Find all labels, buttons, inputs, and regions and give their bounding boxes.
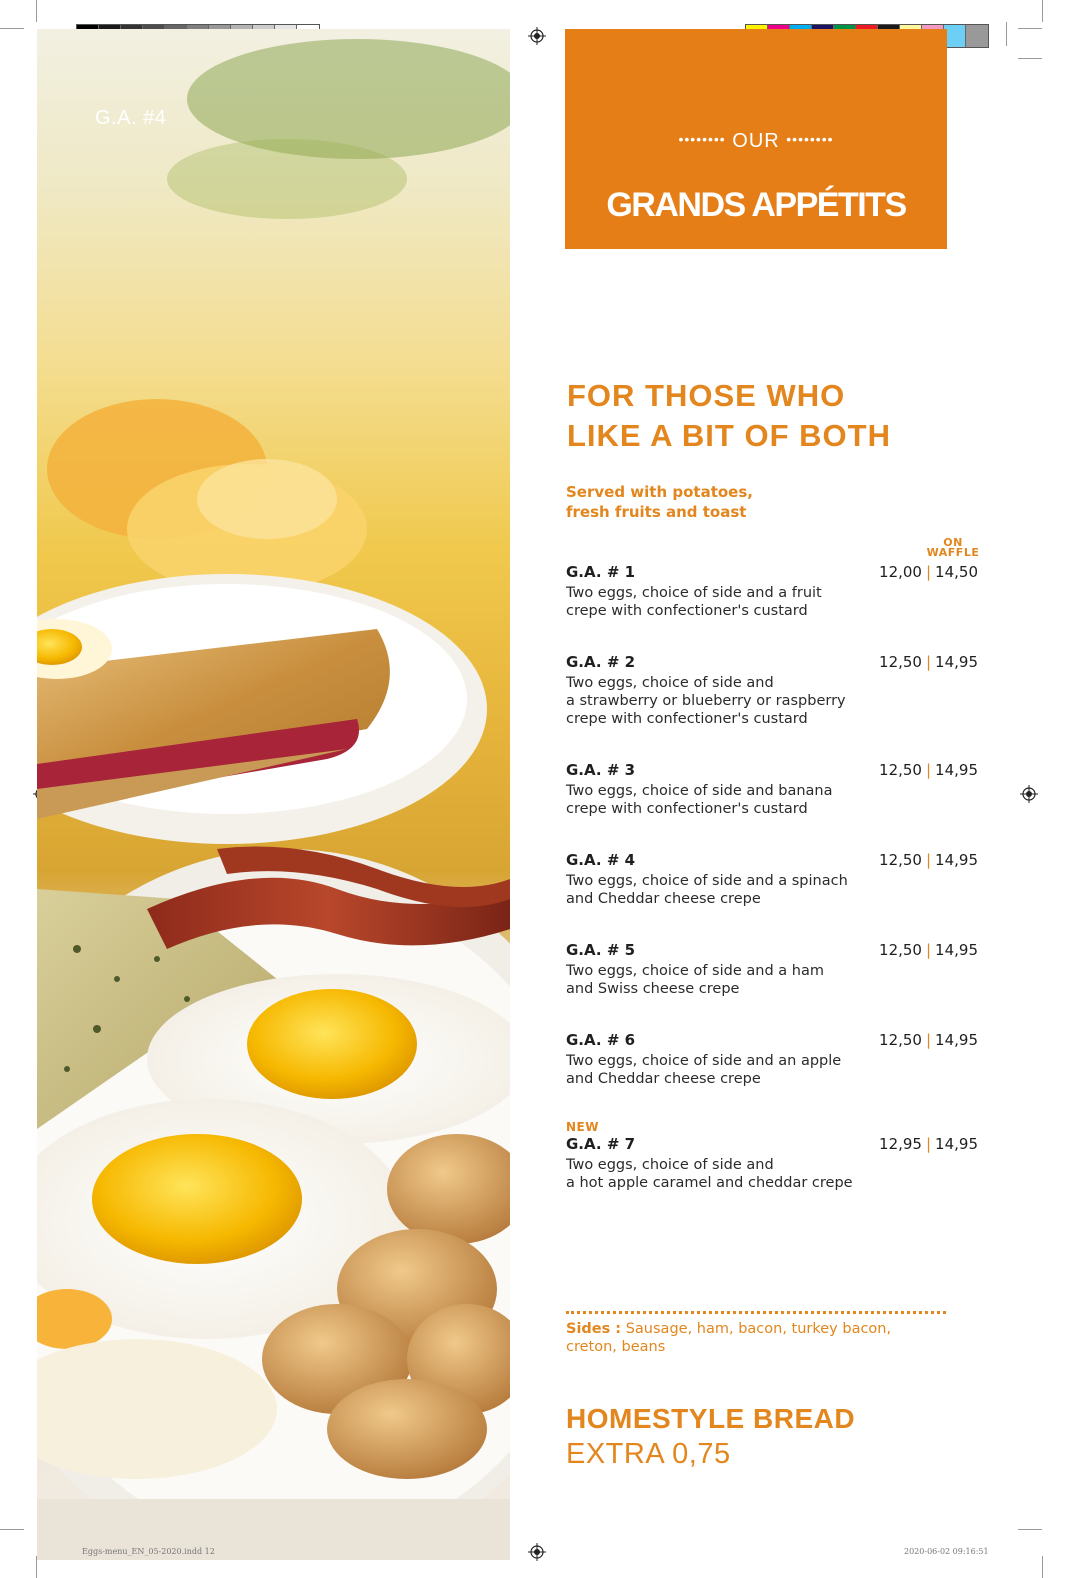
dotted-ornament-left: •••••••• — [678, 131, 726, 147]
photo-caption: G.A. #4 — [95, 107, 167, 129]
item-price — [879, 940, 978, 960]
menu-item — [566, 1030, 978, 1088]
item-description-line: crepe with confectioner's custard — [566, 801, 808, 817]
homestyle-bread-title: HOMESTYLE BREAD — [566, 1403, 856, 1434]
item-price-waffle: 14,50 — [935, 563, 978, 581]
file-slug: Eggs-menu_EN_05-2020.indd 12 — [82, 1547, 215, 1556]
item-price-regular: 12,50 — [879, 941, 922, 959]
dotted-divider — [566, 1311, 946, 1314]
price-separator: | — [925, 1135, 932, 1153]
crop-mark — [1006, 22, 1007, 46]
served-with-note — [566, 482, 866, 522]
color-swatch — [944, 25, 966, 47]
breakfast-photo — [37, 29, 510, 1560]
price-separator: | — [925, 851, 932, 869]
item-description — [566, 962, 978, 998]
item-price-waffle: 14,95 — [935, 1135, 978, 1153]
item-price-waffle: 14,95 — [935, 851, 978, 869]
item-description-line: Two eggs, choice of side and — [566, 1157, 774, 1173]
item-description-line: Two eggs, choice of side and a ham — [566, 963, 824, 979]
item-description-line: a strawberry or blueberry or raspberry — [566, 693, 846, 709]
item-name: G.A. # 5 — [566, 941, 636, 959]
item-description-line: Two eggs, choice of side and a spinach — [566, 873, 848, 889]
registration-mark-icon — [1020, 785, 1038, 803]
item-description — [566, 1156, 978, 1192]
waffle-header-line: WAFFLE — [926, 546, 980, 559]
item-price — [879, 760, 978, 780]
banner-our-text: OUR — [732, 130, 780, 152]
breakfast-illustration — [37, 29, 510, 1560]
item-price-regular: 12,95 — [879, 1135, 922, 1153]
crop-mark — [0, 28, 24, 29]
price-separator: | — [925, 761, 932, 779]
item-description-line: and Cheddar cheese crepe — [566, 1071, 761, 1087]
banner-title: GRANDS APPÉTITS — [606, 186, 906, 224]
sides-line: Sausage, ham, bacon, turkey bacon, — [625, 1321, 892, 1337]
menu-item — [566, 562, 978, 620]
served-with-line: fresh fruits and toast — [566, 503, 747, 521]
color-swatch — [966, 25, 988, 47]
crop-mark — [1018, 58, 1042, 59]
homestyle-bread-price: EXTRA 0,75 — [566, 1438, 731, 1470]
menu-item — [566, 652, 978, 728]
price-separator: | — [925, 653, 932, 671]
item-description — [566, 584, 978, 620]
served-with-line: Served with potatoes, — [566, 483, 753, 501]
section-heading-line: FOR THOSE WHO — [567, 378, 846, 413]
menu-item — [566, 1120, 978, 1192]
section-heading-line: LIKE A BIT OF BOTH — [567, 418, 891, 453]
price-separator: | — [925, 941, 932, 959]
item-price-waffle: 14,95 — [935, 941, 978, 959]
item-price — [879, 850, 978, 870]
item-description — [566, 872, 978, 908]
item-description-line: Two eggs, choice of side and a fruit — [566, 585, 822, 601]
item-price — [879, 652, 978, 672]
menu-item — [566, 850, 978, 908]
banner-subtitle — [565, 130, 947, 153]
item-description-line: and Swiss cheese crepe — [566, 981, 740, 997]
item-price — [879, 562, 978, 582]
item-price-regular: 12,50 — [879, 653, 922, 671]
item-name: G.A. # 1 — [566, 563, 636, 581]
item-price — [879, 1134, 978, 1154]
item-price-waffle: 14,95 — [935, 761, 978, 779]
price-separator: | — [925, 1031, 932, 1049]
sides-note — [566, 1320, 946, 1356]
crop-mark — [1042, 1556, 1043, 1578]
item-name: G.A. # 6 — [566, 1031, 636, 1049]
crop-mark — [1042, 0, 1043, 22]
item-description-line: crepe with confectioner's custard — [566, 603, 808, 619]
waffle-header-line: ON — [943, 536, 963, 549]
crop-mark — [36, 0, 37, 22]
registration-mark-icon — [528, 27, 546, 45]
waffle-column-header — [922, 538, 984, 558]
timestamp-slug: 2020-06-02 09:16:51 — [904, 1547, 989, 1556]
item-description-line: Two eggs, choice of side and — [566, 675, 774, 691]
menu-item — [566, 760, 978, 818]
item-name: G.A. # 4 — [566, 851, 636, 869]
item-description-line: Two eggs, choice of side and banana — [566, 783, 833, 799]
item-price-waffle: 14,95 — [935, 653, 978, 671]
crop-mark — [1018, 1529, 1042, 1530]
item-price — [879, 1030, 978, 1050]
item-price-regular: 12,50 — [879, 1031, 922, 1049]
item-description — [566, 782, 978, 818]
crop-mark — [1018, 28, 1042, 29]
new-badge: NEW — [566, 1120, 599, 1134]
item-description-line: crepe with confectioner's custard — [566, 711, 808, 727]
item-description — [566, 674, 978, 728]
menu-item — [566, 940, 978, 998]
registration-mark-icon — [528, 1543, 546, 1561]
item-name: G.A. # 2 — [566, 653, 636, 671]
sides-label: Sides : — [566, 1321, 622, 1337]
crop-mark — [0, 1529, 24, 1530]
item-description-line: Two eggs, choice of side and an apple — [566, 1053, 842, 1069]
section-heading — [567, 376, 987, 456]
item-description-line: a hot apple caramel and cheddar crepe — [566, 1175, 853, 1191]
item-price-regular: 12,50 — [879, 851, 922, 869]
dotted-ornament-right: •••••••• — [786, 131, 834, 147]
price-separator: | — [925, 563, 932, 581]
item-description — [566, 1052, 978, 1088]
item-price-waffle: 14,95 — [935, 1031, 978, 1049]
item-name: G.A. # 3 — [566, 761, 636, 779]
item-name: G.A. # 7 — [566, 1135, 636, 1153]
sides-line: creton, beans — [566, 1339, 666, 1355]
title-banner — [565, 29, 947, 249]
item-price-regular: 12,00 — [879, 563, 922, 581]
item-description-line: and Cheddar cheese crepe — [566, 891, 761, 907]
item-price-regular: 12,50 — [879, 761, 922, 779]
